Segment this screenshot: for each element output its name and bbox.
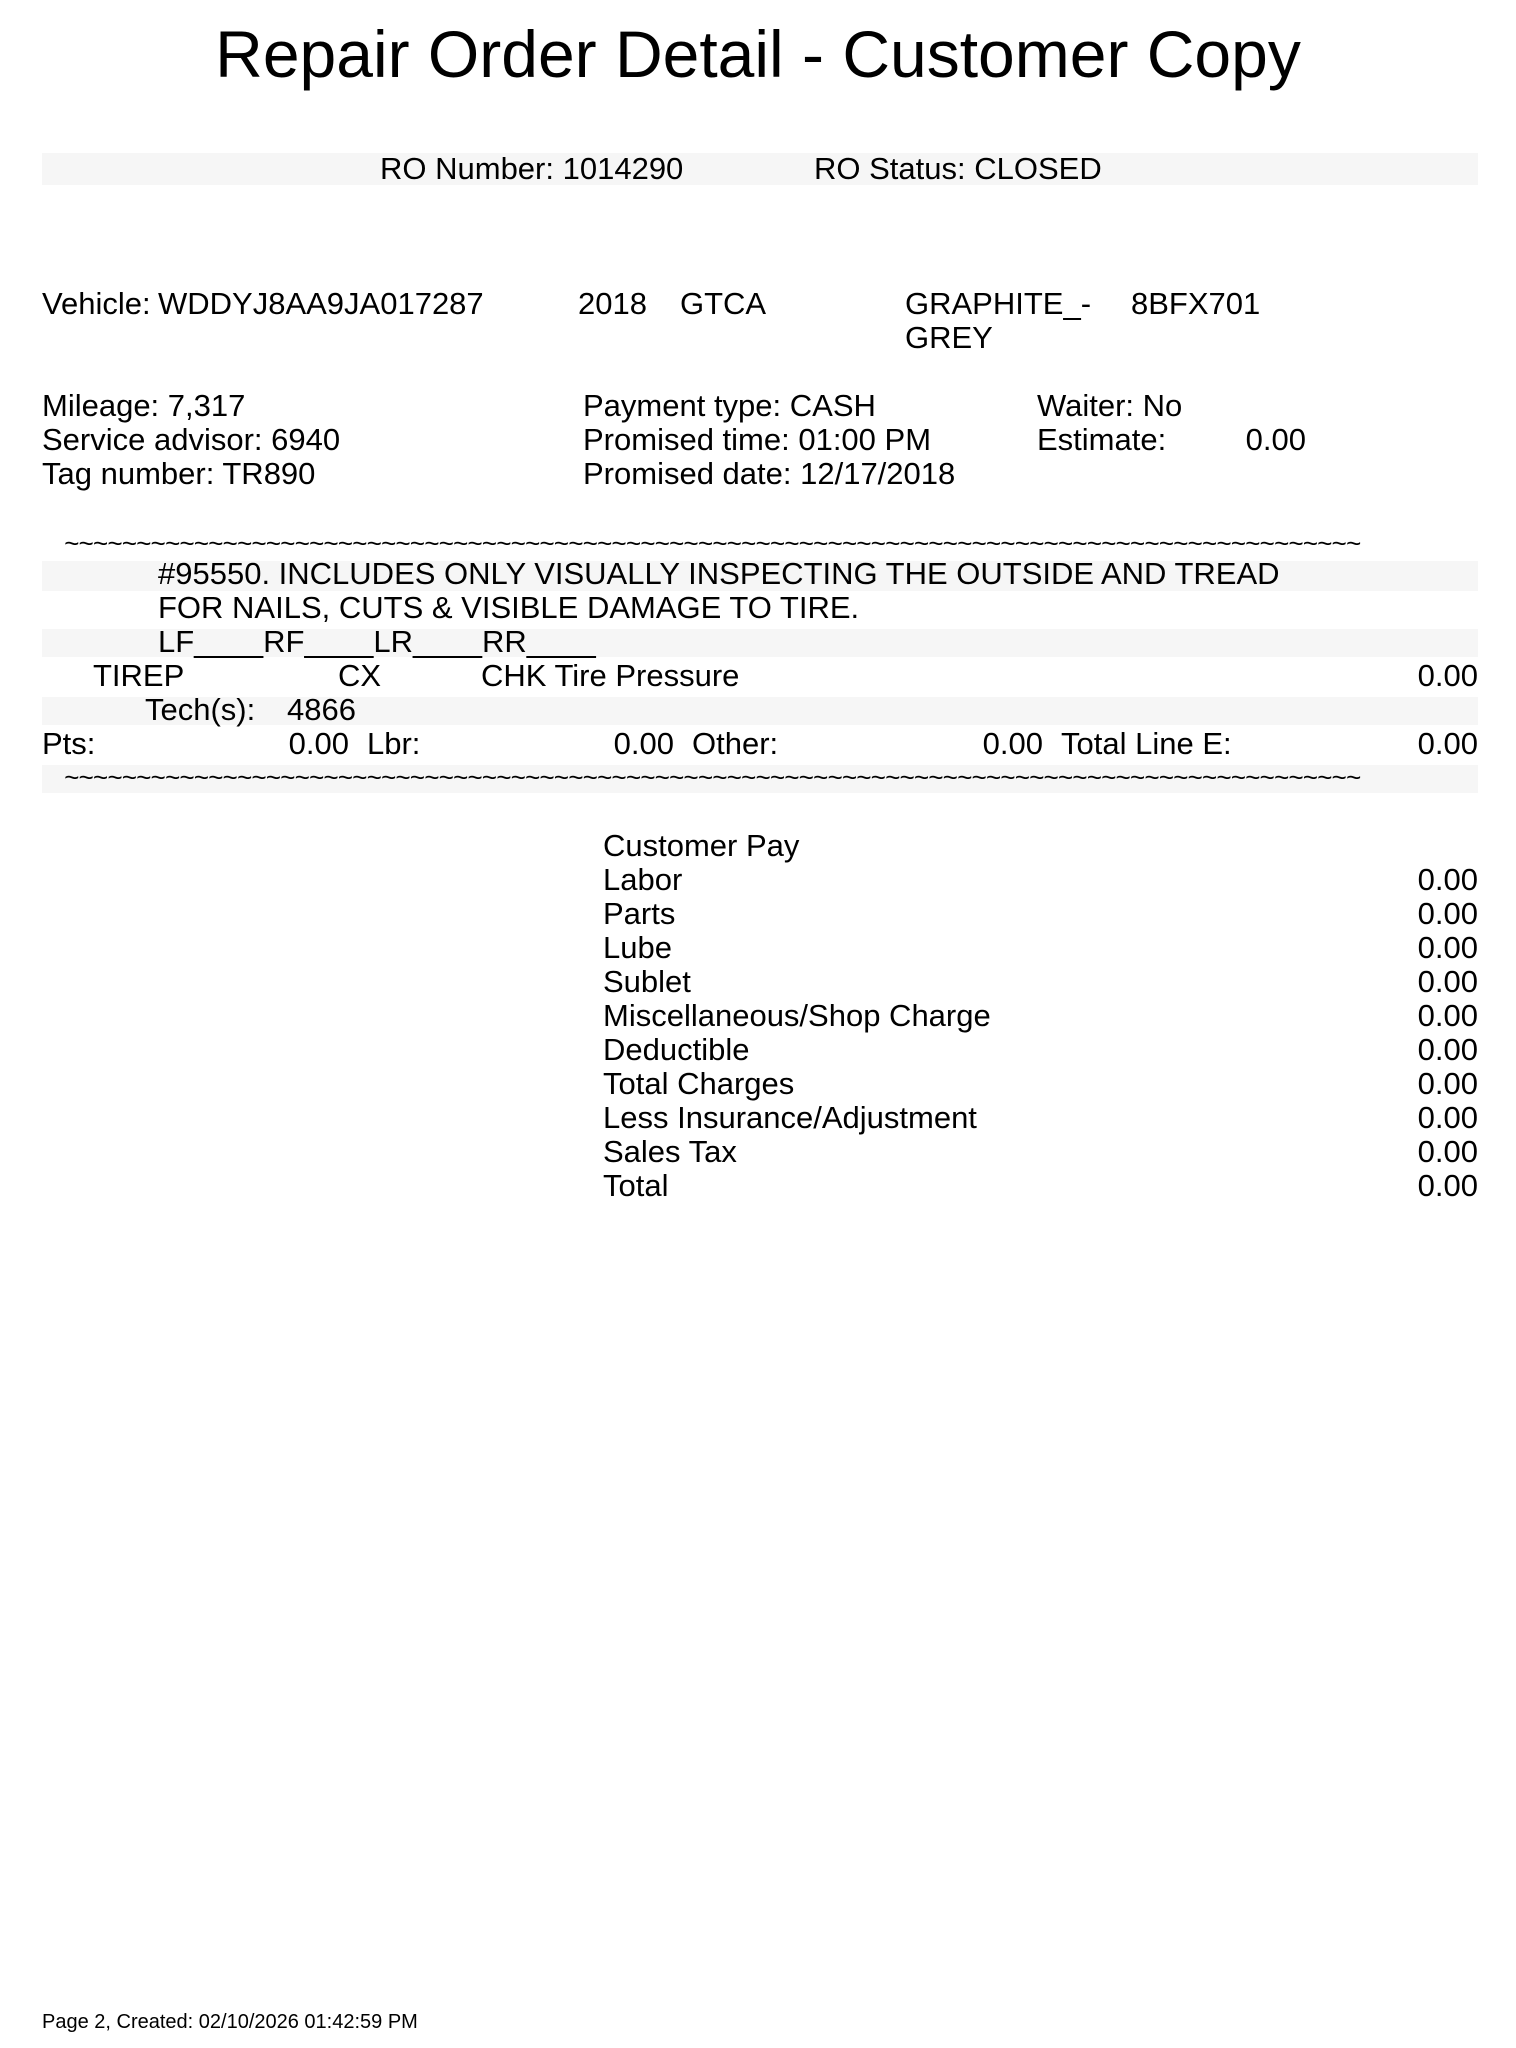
other-label: Other: bbox=[692, 726, 779, 761]
vehicle-color-line2: GREY bbox=[905, 320, 993, 355]
line-description-2: FOR NAILS, CUTS & VISIBLE DAMAGE TO TIRE. bbox=[158, 590, 860, 625]
other-value: 0.00 bbox=[982, 726, 1043, 761]
pts-label: Pts: bbox=[42, 726, 96, 761]
ro-number: RO Number: 1014290 bbox=[380, 151, 684, 186]
vehicle-plate: 8BFX701 bbox=[1131, 286, 1261, 321]
summary-label: Parts bbox=[603, 896, 676, 931]
tech-value: 4866 bbox=[287, 692, 356, 727]
lbr-value: 0.00 bbox=[613, 726, 674, 761]
vehicle-year: 2018 bbox=[578, 286, 647, 321]
vehicle-vin: WDDYJ8AA9JA017287 bbox=[158, 286, 484, 321]
summary-value: 0.00 bbox=[1417, 1066, 1478, 1101]
ro-status: RO Status: CLOSED bbox=[814, 151, 1102, 186]
op-amount: 0.00 bbox=[1417, 658, 1478, 693]
promised-date: Promised date: 12/17/2018 bbox=[583, 456, 956, 491]
separator-top: ~~~~~~~~~~~~~~~~~~~~~~~~~~~~~~~~~~~~~~~~~~~~~~~~~~~~~~~~~~~~~~~~~~~~~~~~~~~~~~~~~~~~~~~~~~ bbox=[64, 532, 1361, 558]
summary-label: Sales Tax bbox=[603, 1134, 737, 1169]
line-description-1: #95550. INCLUDES ONLY VISUALLY INSPECTING THE OUTSIDE AND TREAD bbox=[158, 556, 1280, 591]
summary-label: Total bbox=[603, 1168, 669, 1203]
lbr-label: Lbr: bbox=[367, 726, 421, 761]
page-footer: Page 2, Created: 02/10/2026 01:42:59 PM bbox=[42, 2011, 418, 2033]
tag-number: Tag number: TR890 bbox=[42, 456, 316, 491]
summary-value: 0.00 bbox=[1417, 998, 1478, 1033]
mileage: Mileage: 7,317 bbox=[42, 388, 246, 423]
summary-label: Deductible bbox=[603, 1032, 750, 1067]
summary-label: Sublet bbox=[603, 964, 691, 999]
summary-value: 0.00 bbox=[1417, 1134, 1478, 1169]
summary-value: 0.00 bbox=[1417, 930, 1478, 965]
page-title: Repair Order Detail - Customer Copy bbox=[215, 17, 1301, 91]
line-description-3: LF____RF____LR____RR____ bbox=[158, 624, 596, 659]
summary-value: 0.00 bbox=[1417, 1032, 1478, 1067]
summary-value: 0.00 bbox=[1417, 1168, 1478, 1203]
summary-value: 0.00 bbox=[1417, 896, 1478, 931]
pay-type: CX bbox=[338, 658, 382, 693]
ro-header-band bbox=[42, 153, 1478, 185]
vehicle-model: GTCA bbox=[680, 286, 767, 321]
promised-time: Promised time: 01:00 PM bbox=[583, 422, 932, 457]
estimate-value: 0.00 bbox=[1245, 422, 1306, 457]
waiter: Waiter: No bbox=[1037, 388, 1183, 423]
op-description: CHK Tire Pressure bbox=[481, 658, 740, 693]
tech-label: Tech(s): bbox=[145, 692, 256, 727]
vehicle-label: Vehicle: bbox=[42, 286, 151, 321]
summary-value: 0.00 bbox=[1417, 964, 1478, 999]
summary-label: Lube bbox=[603, 930, 672, 965]
summary-heading: Customer Pay bbox=[603, 828, 800, 863]
payment-type: Payment type: CASH bbox=[583, 388, 876, 423]
estimate-label: Estimate: bbox=[1037, 422, 1167, 457]
summary-label: Less Insurance/Adjustment bbox=[603, 1100, 977, 1135]
pts-value: 0.00 bbox=[288, 726, 349, 761]
summary-label: Total Charges bbox=[603, 1066, 795, 1101]
line-band-3 bbox=[42, 697, 1478, 725]
summary-value: 0.00 bbox=[1417, 1100, 1478, 1135]
total-line-label: Total Line E: bbox=[1061, 726, 1232, 761]
total-line-value: 0.00 bbox=[1417, 726, 1478, 761]
summary-label: Labor bbox=[603, 862, 683, 897]
op-code: TIREP bbox=[93, 658, 185, 693]
vehicle-color-line1: GRAPHITE_- bbox=[905, 286, 1092, 321]
service-advisor: Service advisor: 6940 bbox=[42, 422, 341, 457]
summary-value: 0.00 bbox=[1417, 862, 1478, 897]
separator-bottom: ~~~~~~~~~~~~~~~~~~~~~~~~~~~~~~~~~~~~~~~~~~~~~~~~~~~~~~~~~~~~~~~~~~~~~~~~~~~~~~~~~~~~~~~~~~ bbox=[64, 766, 1361, 792]
summary-label: Miscellaneous/Shop Charge bbox=[603, 998, 991, 1033]
